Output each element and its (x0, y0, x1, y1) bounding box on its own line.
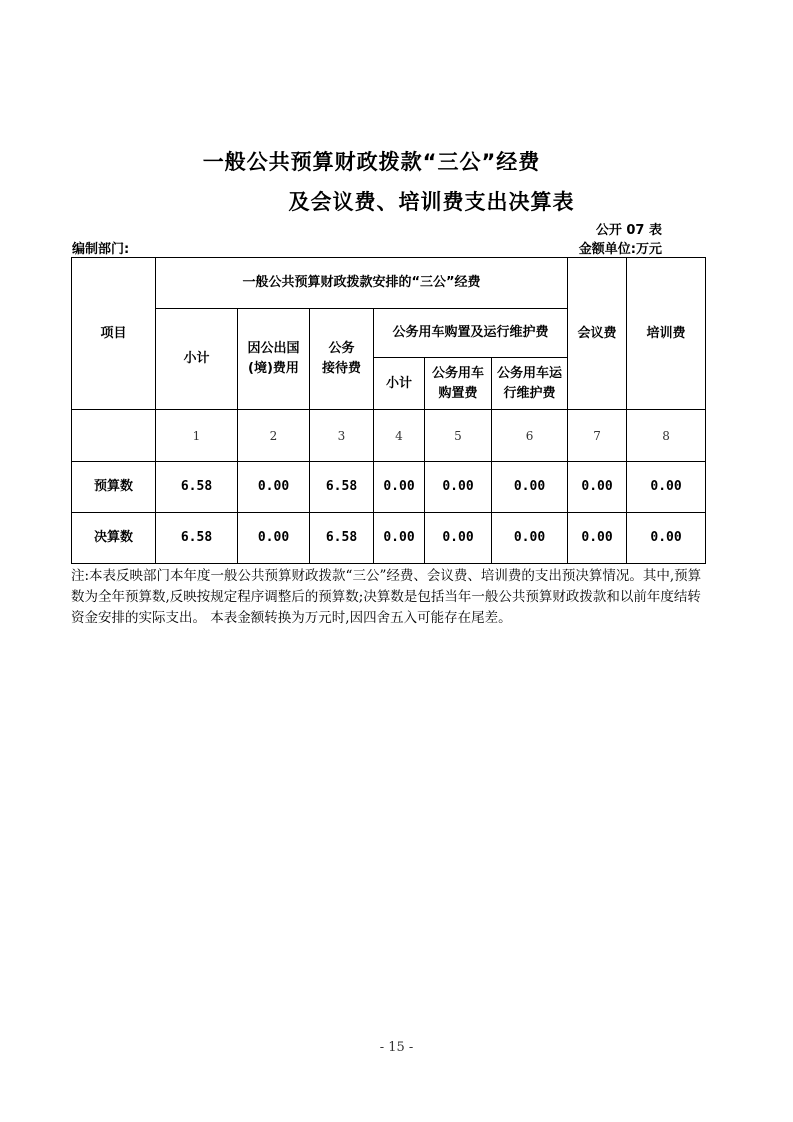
column-number: 1 (156, 410, 238, 462)
final-value: 0.00 (238, 513, 310, 564)
table-row (72, 462, 706, 513)
header-vehicle-purchase-line1: 公务用车 (431, 365, 484, 381)
header-vehicle-maint-line1: 公务用车运 (497, 365, 563, 381)
header-vehicle-subtotal: 小计 (374, 358, 425, 410)
column-number: 7 (568, 410, 627, 462)
header-reception-line1: 公务 (328, 341, 355, 356)
budget-value: 0.00 (374, 462, 425, 513)
header-vehicle-group: 公务用车购置及运行维护费 (374, 309, 568, 358)
row-label-budget: 预算数 (72, 462, 156, 513)
final-value: 0.00 (492, 513, 568, 564)
budget-value: 0.00 (627, 462, 706, 513)
dept-label: 编制部门: (72, 242, 130, 257)
final-value: 0.00 (374, 513, 425, 564)
title-line-1: 一般公共预算财政拨款“三公”经费 (202, 150, 541, 174)
row-label-final: 决算数 (72, 513, 156, 564)
final-value: 6.58 (156, 513, 238, 564)
column-number: 6 (492, 410, 568, 462)
header-abroad-line2: (境)费用 (248, 361, 299, 376)
final-value: 0.00 (627, 513, 706, 564)
column-number: 2 (238, 410, 310, 462)
page-number: - 15 - (379, 1040, 414, 1055)
table-row (72, 513, 706, 564)
header-abroad (238, 309, 310, 410)
footnote: 注:本表反映部门本年度一般公共预算财政拨款“三公”经费、会议费、培训费的支出预决算情况。其中,预算数为全年预算数,反映按规定程序调整后的预算数;决算数是包括当年一般公共预算财政拨款和以前年度结转资金安排的实际支出。 本表金额转换为万元时,因四舍五入可能存在尾差。 (71, 568, 702, 626)
header-abroad-line1: 因公出国 (247, 341, 300, 356)
budget-value: 6.58 (310, 462, 374, 513)
budget-value: 0.00 (425, 462, 492, 513)
column-number: 3 (310, 410, 374, 462)
budget-value: 0.00 (492, 462, 568, 513)
header-vehicle-purchase (425, 358, 492, 410)
budget-value: 0.00 (568, 462, 627, 513)
final-value: 6.58 (310, 513, 374, 564)
final-value: 0.00 (568, 513, 627, 564)
header-item: 项目 (72, 258, 156, 410)
header-subtotal: 小计 (156, 309, 238, 410)
header-vehicle-maint-line2: 行维护费 (503, 385, 556, 401)
budget-value: 6.58 (156, 462, 238, 513)
unit-label: 金额单位:万元 (578, 242, 662, 257)
column-number: 4 (374, 410, 425, 462)
header-reception-line2: 接待费 (321, 361, 361, 376)
header-vehicle-purchase-line2: 购置费 (438, 385, 478, 401)
header-three-public-group: 一般公共预算财政拨款安排的“三公”经费 (156, 258, 568, 309)
table-number: 公开 07 表 (595, 223, 662, 238)
budget-value: 0.00 (238, 462, 310, 513)
column-number: 5 (425, 410, 492, 462)
column-number: 8 (627, 410, 706, 462)
final-value: 0.00 (425, 513, 492, 564)
expense-table (71, 257, 706, 564)
title-line-2: 及会议费、培训费支出决算表 (288, 190, 575, 214)
column-number-row (72, 410, 706, 462)
header-meeting: 会议费 (568, 258, 627, 410)
header-vehicle-maint (492, 358, 568, 410)
column-number-blank (72, 410, 156, 462)
header-training: 培训费 (627, 258, 706, 410)
header-reception (310, 309, 374, 410)
